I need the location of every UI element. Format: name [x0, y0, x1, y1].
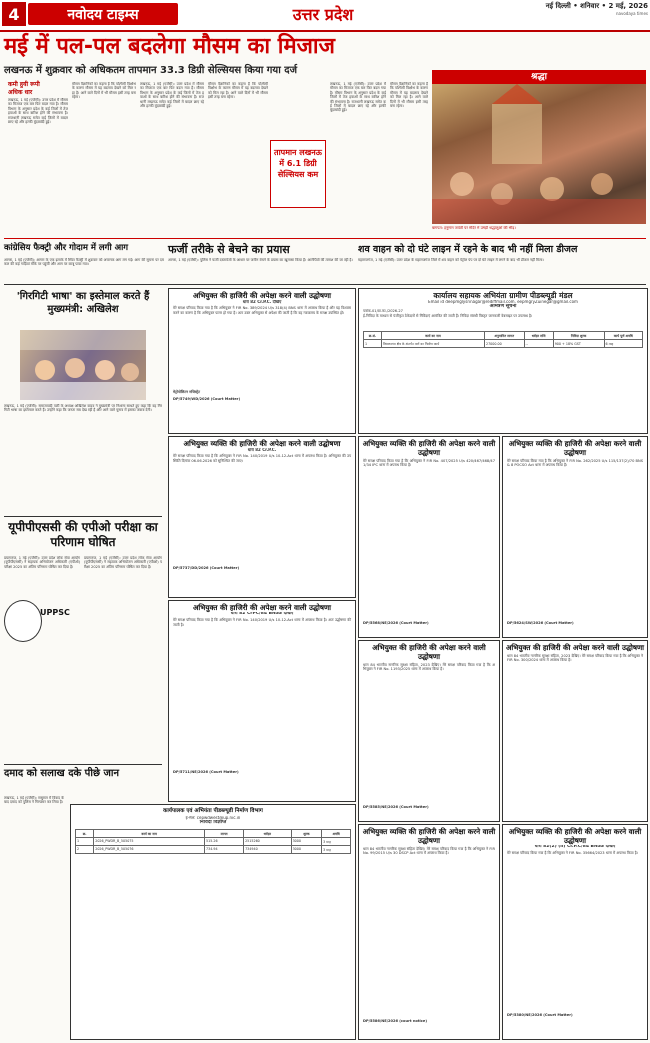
- tender-body: ई-निविदा के माध्यम से पंजीकृत ठेकेदारों से निविदाएं आमंत्रित की जाती हैं। निविदा संबंधी विस्तृत जानकारी वेबसाइट पर उपलब्ध है।: [363, 314, 533, 319]
- notice-3-rule: धारा 82 CrPC/84 BNSS देखिए: [230, 612, 294, 616]
- bottom-tender: [70, 804, 356, 1040]
- table-row: [76, 845, 351, 853]
- tender-email: Email id deepmglysrinagar@rediffmail.com, eepmgryZuinegar@gmail.com: [428, 300, 578, 304]
- bottom-cell: 2: [76, 845, 94, 853]
- lead-body-col4: मौसम वैज्ञानिकों का कहना है कि पश्चिमी विक्षोभ के कारण मौसम में यह बदलाव देखने को मिल रहा है। आने वाले दिनों में भी मौसम इसी तरह बना रहेगा।: [208, 82, 268, 100]
- uppsc-logo-text: UPPSC: [40, 608, 70, 617]
- notice-7-title: अभियुक्त की हाजिरी की अपेक्षा करने वाली उद्घोषणा: [503, 641, 647, 652]
- temple-crowd-photo: [432, 84, 646, 224]
- divider-2: [4, 284, 646, 285]
- story4-headline: 'गिरगिटी भाषा' का इस्तेमाल करते हैं मुख्यमंत्री: अखिलेश: [16, 291, 150, 315]
- story2-headline: फर्जी तरीके से बेचने का प्रयास: [168, 243, 290, 256]
- photo-caption: बागपत: हनुमान जयंती पर मंदिर में उमड़ी श्रद्धालुओं की भीड़।: [432, 226, 516, 230]
- notice-9-title: अभियुक्त व्यक्ति की हाजिरी की अपेक्षा करने वाली उद्घोषणा: [503, 825, 647, 845]
- notice-4: [358, 436, 500, 638]
- bottom-cell: 515.26: [205, 837, 244, 845]
- notice-6-ref: DP/5585/NE/2026 (Court Matter): [363, 805, 429, 809]
- tender-cell: 900 + 18% GST: [553, 340, 604, 348]
- story3-headline: शव वाहन को दो घंटे लाइन में रहने के बाद भी नहीं मिला डीजल: [358, 244, 578, 255]
- notice-3-title: अभियुक्त की हाजिरी की अपेक्षा करने वाली उद्घोषणा: [169, 601, 355, 612]
- notice-6-title: अभियुक्त की हाजिरी की अपेक्षा करने वाली उद्घोषणा: [359, 641, 499, 661]
- tender-ref: पत्रांक-01/ग्रा.का./2026-27: [363, 308, 403, 313]
- tender-cell: 1: [364, 340, 382, 348]
- notice-2-title: अभियुक्त व्यक्ति की हाजिरी की अपेक्षा करने वाली उद्घोषणा: [169, 437, 355, 448]
- notice-9-body: मेरे समक्ष परिवाद किया गया है कि अभियुक्त ने FIR No. 35664/2023 थाना में अपराध किया है।: [507, 851, 638, 856]
- photo-illustration: [432, 84, 646, 224]
- notice-3-body: मेरे समक्ष परिवाद किया गया है कि अभियुक्त ने FIR No. 140/2019 U/s 10-12-Act थाना में अपराध किया है। अतः उद्घोषणा की जाती है।: [173, 618, 351, 627]
- table-row: [364, 340, 643, 348]
- lead-body-col1: लखनऊ, 1 मई (एजेंसी): उत्तर प्रदेश में मौसम का मिजाज एक बार फिर बदल गया है। मौसम विभाग के अनुसार प्रदेश के कई जिलों में तेज हवाओं के साथ बारिश होने की संभावना है। राजधानी लखनऊ समेत कई जिलों में बादल छाए रहे और हल्की बूंदाबांदी हुई।: [8, 98, 68, 125]
- bottom-cell: 2026_PWDR_B_505076: [94, 845, 205, 853]
- dateline: [470, 2, 648, 26]
- bottom-tender-title: निविदा विज्ञप्ति: [199, 820, 227, 825]
- bottom-col: अवधि: [322, 829, 351, 837]
- divider-1: [4, 238, 646, 239]
- notice-8-title: अभियुक्त व्यक्ति की हाजिरी की अपेक्षा करने वाली उद्घोषणा: [359, 825, 499, 845]
- byline-2: अधिक धार: [8, 89, 33, 96]
- tender-col: धरोहर राशि: [524, 332, 553, 340]
- notice-7-body: धारा 84 भारतीय नागरिक सुरक्षा संहिता, 2023 देखिए। मेरे समक्ष परिवाद किया गया है कि अभियुक्त ने FIR No. 300/2024 थाना में अपराध किया है।: [507, 654, 643, 663]
- notice-8: [358, 824, 500, 1040]
- tender-table: [363, 331, 643, 348]
- tender-cell: --: [524, 340, 553, 348]
- divider-left-1: [4, 516, 162, 517]
- tender-title: आमंत्रण सूचना: [489, 304, 517, 309]
- notice-1-rule: धारा 82 Cr.P.C. देखिए: [242, 300, 282, 304]
- lead-body-col6: मौसम वैज्ञानिकों का कहना है कि पश्चिमी विक्षोभ के कारण मौसम में यह बदलाव देखने को मिल रहा है। आने वाले दिनों में भी मौसम इसी तरह बना रहेगा।: [390, 82, 428, 109]
- bottom-cell: 3000: [291, 837, 322, 845]
- story1-body: आगरा, 1 मई (एजेंसी): आगरा के एक इलाके में स्थित फैक्ट्री में शुक्रवार को अचानक आग लग गई। आग की सूचना पर दमकल की कई गाड़ियां मौके पर पहुंचीं और आग पर काबू पाया गया।: [4, 258, 164, 267]
- bottom-cell: 734.94: [205, 845, 244, 853]
- notice-5-title: अभियुक्त व्यक्ति की हाजिरी की अपेक्षा करने वाली उद्घोषणा: [503, 437, 647, 457]
- tender-col: कार्य पूर्ण अवधि: [604, 332, 642, 340]
- notice-4-title: अभियुक्त व्यक्ति की हाजिरी की अपेक्षा करने वाली उद्घोषणा: [359, 437, 499, 457]
- story1-headline: कांग्रेसिय फैक्ट्री और गोदाम में लगी आग: [4, 243, 129, 253]
- notice-6-body: धारा 84 भारतीय नागरिक सुरक्षा संहिता, 2023 देखिए। मेरे समक्ष परिवाद किया गया है कि अभियुक्त ने FIR No. 1193/2025 थाना में अपराध किया है।: [363, 663, 495, 672]
- section-title: उत्तर प्रदेश: [292, 5, 354, 24]
- bottom-email: ई-मेल: cepwdwest@up.nic.in: [185, 816, 241, 820]
- notice-1-signature: मेट्रोपोलिटन मजिस्ट्रेट: [173, 390, 201, 395]
- notice-5-body: मेरे समक्ष परिवाद किया गया है कि अभियुक्त ने FIR No. 262/2025 U/s 115/137(2)/70 BNS & 8 POCSO Act थाना में अपराध किया है।: [507, 459, 643, 468]
- notice-3-ref: DP/5711/NE/2026 (Court Matter): [173, 770, 239, 775]
- notice-9: [502, 824, 648, 1040]
- lead-body-col3: लखनऊ, 1 मई (एजेंसी): उत्तर प्रदेश में मौसम का मिजाज एक बार फिर बदल गया है। मौसम विभाग के अनुसार प्रदेश के कई जिलों में तेज हवाओं के साथ बारिश होने की संभावना है। राजधानी लखनऊ समेत कई जिलों में बादल छाए रहे और हल्की बूंदाबांदी हुई।: [140, 82, 204, 109]
- temperature-callout: तापमान लखनऊ में 6.1 डिग्री सेल्सियस कम: [270, 140, 326, 208]
- tender-col: निविदा शुल्क: [553, 332, 604, 340]
- bottom-table-header: [76, 829, 351, 837]
- bottom-cell: 3 माह: [322, 845, 351, 853]
- notice-8-ref: DP/5586/NE/2026 (court notice): [363, 1019, 428, 1023]
- small-note: navodaya times: [615, 11, 648, 16]
- notice-9-ref: DP/5380/NE/2026 (Court Matter): [507, 1013, 573, 1018]
- story3-body: महाराजगंज, 1 मई (एजेंसी): उत्तर प्रदेश के महाराजगंज जिले में शव वाहन को पेट्रोल पंप पर दो घंटे लाइन में लगने के बाद भी डीजल नहीं मिला।: [358, 258, 544, 262]
- tender-col: क्र.सं.: [364, 332, 382, 340]
- divider-left-2: [4, 764, 162, 765]
- notice-7: [502, 640, 648, 822]
- byline-1: कमी हुयी रूपी: [8, 81, 40, 88]
- tender-table-header: [364, 332, 643, 340]
- lead-headline: मई में पल-पल बदलेगा मौसम का मिजाज: [4, 34, 335, 59]
- notice-1-body: मेरे समक्ष परिवाद किया गया है कि अभियुक्त ने FIR No. 389/2024 U/s 318(4) BNS थाना में अपराध किया है और यह विश्वास करने का कारण है कि अभियुक्त फरार हो गया है। अतः उक्त अभियुक्त से अपेक्षा की जाती है कि वह न्यायालय के समक्ष उपस्थित हो।: [173, 306, 351, 315]
- notice-5: [502, 436, 648, 638]
- notice-8-body: धारा 84 भारतीय नागरिक सुरक्षा संहिता देखिए। मेरे समक्ष परिवाद किया गया है कि अभियुक्त ने FIR No. 99/2015 U/s 30 DSCP Act थाना में अपराध किया है।: [363, 847, 495, 856]
- lead-subhead: लखनऊ में शुक्रवार को अधिकतम तापमान 33.3 डिग्री सेल्सियस किया गया दर्ज: [4, 65, 298, 76]
- press-photo-illustration: [20, 330, 146, 400]
- tender-office: कार्यालय सहायक अभियंता ग्रामीण पीडब्ल्यूडी मंडल: [359, 289, 647, 300]
- date-text: नई दिल्ली • शनिवार • 2 मई, 2026: [545, 2, 648, 10]
- story2-body: आगरा, 1 मई (एजेंसी): पुलिस ने फर्जी दस्तावेजों के आधार पर जमीन बेचने के प्रयास का खुलासा किया है। आरोपियों की तलाश की जा रही है।: [168, 258, 353, 262]
- notice-1: [168, 288, 356, 434]
- tender-notice: [358, 288, 648, 434]
- table-row: [76, 837, 351, 845]
- notice-3: [168, 600, 356, 802]
- bottom-tender-table: [75, 829, 351, 854]
- bottom-cell: 2026_PWDR_B_505075: [94, 837, 205, 845]
- notice-9-rule: धारा 82(2) (ii) Cr.P.C/84 BNSS देखिए: [534, 845, 616, 849]
- story5-body-col1: प्रयागराज, 1 मई (एजेंसी): उत्तर प्रदेश लोक सेवा आयोग (यूपीपीएससी) ने सहायक अभियोजन अधिकारी (एपीओ) परीक्षा 2025 का अंतिम परिणाम घोषित कर दिया है।: [4, 556, 80, 569]
- tender-col: अनुमानित लागत: [484, 332, 524, 340]
- notice-2-rule: धारा 82 Cr.P.C.: [247, 448, 277, 452]
- story4-body: लखनऊ, 1 मई (एजेंसी): समाजवादी पार्टी के अध्यक्ष अखिलेश यादव ने मुख्यमंत्री पर निशाना साधते हुए कहा कि वह गिरगिटी भाषा का इस्तेमाल करते हैं। उन्होंने कहा कि जनता सब देख रही है और आने वाले चुनाव में इसका जवाब देगी।: [4, 404, 162, 413]
- notice-1-title: अभियुक्त की हाजिरी की अपेक्षा करने वाली उद्घोषणा: [169, 289, 355, 300]
- bottom-cell: 734940: [244, 845, 291, 853]
- tender-cell: विधानसभा क्षेत्र के अंतर्गत मार्ग का निर्माण कार्य: [381, 340, 484, 348]
- uppsc-emblem: [4, 600, 42, 642]
- notice-2-body: मेरे समक्ष परिवाद किया गया है कि अभियुक्त ने FIR No. 140/2019 U/s 10-12-Act थाना में अपराध किया है। अभियुक्त की उपस्थिति दिनांक 06.06.2026 को सुनिश्चित की जाए।: [173, 454, 351, 463]
- bottom-col: शुल्क: [291, 829, 322, 837]
- notice-2-ref: DP/5737/DD/2026 (Court Matter): [173, 566, 240, 571]
- notice-6: [358, 640, 500, 822]
- akhilesh-press-photo: [20, 330, 146, 400]
- story5-body-col2: प्रयागराज, 1 मई (एजेंसी): उत्तर प्रदेश लोक सेवा आयोग (यूपीपीएससी) ने सहायक अभियोजन अधिकारी (एपीओ) परीक्षा 2025 का अंतिम परिणाम घोषित कर दिया है।: [84, 556, 162, 569]
- photo-section-heading: श्रद्धा: [432, 70, 646, 84]
- tender-col: कार्य का नाम: [381, 332, 484, 340]
- story5-headline: यूपीपीएससी की एपीओ परीक्षा का परिणाम घोषित: [8, 520, 158, 549]
- story6-body: लखनऊ, 1 मई (एजेंसी): ससुराल में विवाद के बाद दमाद को पुलिस ने गिरफ्तार कर लिया है।: [4, 796, 64, 805]
- bottom-cell: 1: [76, 837, 94, 845]
- notice-2: [168, 436, 356, 598]
- notice-5-ref: DP/5624/SW/2026 (Court Matter): [507, 621, 574, 625]
- bottom-cell: 2515260: [244, 837, 291, 845]
- tender-cell: 6 माह: [604, 340, 642, 348]
- notice-4-body: मेरे समक्ष परिवाद किया गया है कि अभियुक्त ने FIR No. 407/2025 U/s 420/467/468/471/34 IPC थाना में अपराध किया है।: [363, 459, 495, 468]
- lead-body-col5: लखनऊ, 1 मई (एजेंसी): उत्तर प्रदेश में मौसम का मिजाज एक बार फिर बदल गया है। मौसम विभाग के अनुसार प्रदेश के कई जिलों में तेज हवाओं के साथ बारिश होने की संभावना है। राजधानी लखनऊ समेत कई जिलों में बादल छाए रहे और हल्की बूंदाबांदी हुई।: [330, 82, 386, 113]
- bottom-col: कार्य का नाम: [94, 829, 205, 837]
- bottom-cell: 3 माह: [322, 837, 351, 845]
- bottom-col: धरोहर: [244, 829, 291, 837]
- notice-4-ref: DP/5568/NE/2026 (Court Matter): [363, 621, 429, 625]
- story6-headline: दमाद को सलाख दके पीछे जान: [4, 768, 120, 779]
- bottom-col: क्र.: [76, 829, 94, 837]
- lead-body-col2: मौसम वैज्ञानिकों का कहना है कि पश्चिमी विक्षोभ के कारण मौसम में यह बदलाव देखने को मिल रहा है। आने वाले दिनों में भी मौसम इसी तरह बना रहेगा।: [72, 82, 136, 100]
- tender-cell: 27000.00: [484, 340, 524, 348]
- page-number: 4: [2, 2, 26, 26]
- newspaper-logo: नवोदय टाइम्स: [28, 3, 178, 25]
- notice-1-ref: DP/5749/WD/2026 (Court Matter): [173, 396, 241, 401]
- bottom-cell: 3000: [291, 845, 322, 853]
- bottom-office: कार्यपालक एवं अभियंता पीडब्ल्यूडी निर्माण विभाग: [71, 805, 355, 816]
- bottom-col: लागत: [205, 829, 244, 837]
